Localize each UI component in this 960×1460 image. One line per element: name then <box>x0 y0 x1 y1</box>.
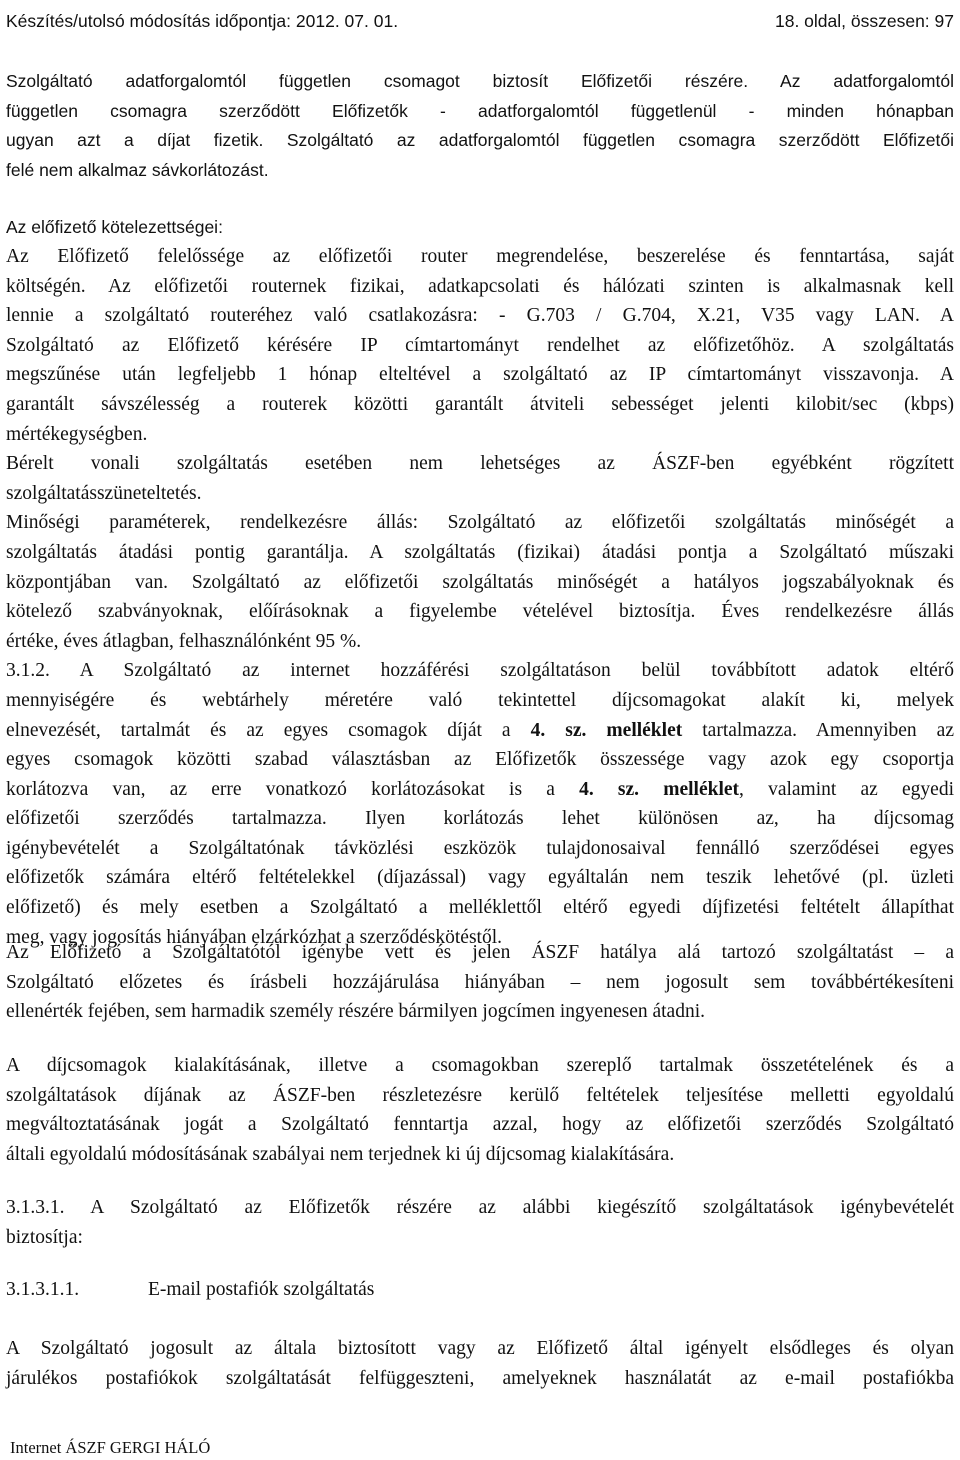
text-line: általi egyoldalú módosításának szabályai nem terjednek ki új díjcsomag kialakítására. <box>6 1143 675 1165</box>
text-line: Az előfizető kötelezettségei: <box>6 217 223 237</box>
text-line: felé nem alkalmaz sávkorlátozást. <box>6 159 269 180</box>
paragraph-flat-rate-package <box>6 67 954 185</box>
header-date: Készítés/utolsó módosítás időpontja: 2012. 07. 01. <box>6 11 399 31</box>
text-line: Az Előfizető felelőssége az előfizetői router megrendelése, beszerelése és fenntartása, saját <box>6 246 954 267</box>
text-line: Szolgáltató adatforgalomtól független csomagot biztosít Előfizetői részére. Az adatforgalomtól <box>6 71 954 91</box>
text-line: meg, vagy jogosítás hiányában elzárkózhat a szerződéskötéstől. <box>6 926 502 948</box>
text-line: megszűnése után legfeljebb 1 hónap elteltével a szolgáltató az IP címtartományt visszavonja. A <box>6 364 954 386</box>
text-line: szolgáltatás átadási pontig garantálja. A szolgáltatás (fizikai) átadási pontja a Szolgáltató műszaki <box>6 541 954 563</box>
section-number: 3.1.3.1.1. <box>6 1279 80 1300</box>
paragraph-resale-prohibition <box>6 938 954 1027</box>
text-line-with-annex-ref <box>6 775 954 805</box>
text-line: előfizetők számára eltérő feltételekkel (díjazással) vagy egyáltalán nem teszik lehetővé (pl. üzleti <box>6 867 954 889</box>
text-line: igénybevételét a Szolgáltatónak távközlési eszközök tulajdonosaival fennálló szerződései egyes <box>6 837 954 859</box>
paragraph-supplementary-services <box>6 1193 954 1252</box>
text-line: szolgáltatásszüneteltetés. <box>6 482 202 504</box>
annex-reference: 4. sz. melléklet <box>579 778 740 800</box>
paragraph-package-modification <box>6 1051 954 1169</box>
text-segment: korlátozva van, az erre vonatkozó korlátozásokat is a <box>6 778 580 800</box>
page-footer: Internet ÁSZF GERGI HÁLÓ <box>10 1438 211 1457</box>
text-line: Minőségi paraméterek, rendelkezésre állás: Szolgáltató az előfizetői szolgáltatás minőségét a <box>6 512 954 534</box>
text-line: garantált sávszélesség a routerek közötti garantált átviteli sebességet jelenti kilobit/sec (kbps) <box>6 393 954 415</box>
text-line: Bérelt vonali szolgáltatás esetében nem lehetséges az ÁSZF-ben egyébként rögzített <box>6 453 954 475</box>
subscriber-obligations-title <box>6 213 954 243</box>
paragraph-subscriber-obligations <box>6 242 954 952</box>
text-line: megváltoztatásának jogát a Szolgáltató fenntartja azzal, hogy az előfizetői szerződés Szolgáltató <box>6 1114 954 1136</box>
text-line: Szolgáltató az Előfizető kérésére IP címtartományt rendelhet az előfizetőhöz. A szolgáltatás <box>6 334 954 356</box>
text-line: előfizetői szerződés tartalmazza. Ilyen korlátozás lehet különösen az, ha díjcsomag <box>6 808 954 830</box>
text-line: független csomagra szerződött Előfizetők - adatforgalomtól függetlenül - minden hónapban <box>6 100 954 121</box>
header-page-count: 18. oldal, összesen: 97 <box>774 11 954 31</box>
section-title: E-mail postafiók szolgáltatás <box>148 1279 375 1300</box>
text-line: egyes csomagok közötti szabad választásban az Előfizetők összessége vagy azok egy csoportja <box>6 749 954 771</box>
text-line: biztosítja: <box>6 1226 83 1248</box>
text-line: Szolgáltató előzetes és írásbeli hozzájárulása hiányában – nem jogosult sem továbbértékesíteni <box>6 971 954 993</box>
text-line: lennie a szolgáltató routeréhez való csatlakozásra: - G.703 / G.704, X.21, V35 vagy LAN. A <box>6 305 954 327</box>
text-line: költségén. Az előfizetői routernek fizikai, adatkapcsolati és hálózati szinten is alkalmasnak kell <box>6 275 954 297</box>
text-segment: elnevezését, tartalmát és az egyes csomagok díját a <box>6 719 531 741</box>
text-line: 3.1.3.1. A Szolgáltató az Előfizetők részére az alábbi kiegészítő szolgáltatások igénybevételét <box>6 1197 954 1218</box>
text-line: szolgáltatások díjának az ÁSZF-ben részletezésre kerülő feltételek teljesítése melletti egyoldalú <box>6 1084 954 1106</box>
text-line: 3.1.2. A Szolgáltató az internet hozzáférési szolgáltatáson belül továbbított adatok eltérő <box>6 660 954 682</box>
text-line: mértékegységben. <box>6 423 148 445</box>
text-segment: , valamint az egyedi <box>739 778 954 800</box>
annex-reference: 4. sz. melléklet <box>530 719 683 741</box>
paragraph-email-mailbox <box>6 1334 954 1393</box>
text-line-with-annex-ref <box>6 716 954 746</box>
text-line: előfizető) és mely esetben a Szolgáltató a melléklettől eltérő egyedi díjfizetési feltételt állapíthat <box>6 897 954 919</box>
text-line: központjában van. Szolgáltató az előfizetői szolgáltatás minőségét a hatályos jogszabályoknak és <box>6 571 954 593</box>
text-line: mennyiségére és webtárhely méretére való tekintettel díjcsomagokat alakít ki, melyek <box>6 689 954 711</box>
text-line: kötelező szabványoknak, előírásoknak a figyelembe vételével biztosítja. Éves rendelkezésre állás <box>6 601 954 623</box>
text-segment: tartalmazza. Amennyiben az <box>682 719 954 741</box>
text-line: ugyan azt a díjat fizetik. Szolgáltató az adatforgalomtól független csomagra szerződött Előfizetői <box>6 130 954 150</box>
text-line: ellenérték fejében, sem harmadik személy részére bármilyen jogcímen ingyenesen átadni. <box>6 1001 705 1023</box>
text-line: Az Előfizető a Szolgáltatótól igénybe vett és jelen ÁSZF hatálya alá tartozó szolgáltatást – a <box>6 942 954 963</box>
section-heading <box>6 1279 375 1301</box>
text-line: értéke, éves átlagban, felhasználónként 95 %. <box>6 630 362 652</box>
text-line: A Szolgáltató jogosult az általa biztosított vagy az Előfizető által igényelt elsődleges és olyan <box>6 1338 954 1359</box>
text-line: A díjcsomagok kialakításának, illetve a csomagokban szereplő tartalmak összetételének és a <box>6 1055 954 1076</box>
text-line: járulékos postafiókok szolgáltatását felfüggeszteni, amelyeknek használatát az e-mail postafiókba <box>6 1367 954 1389</box>
